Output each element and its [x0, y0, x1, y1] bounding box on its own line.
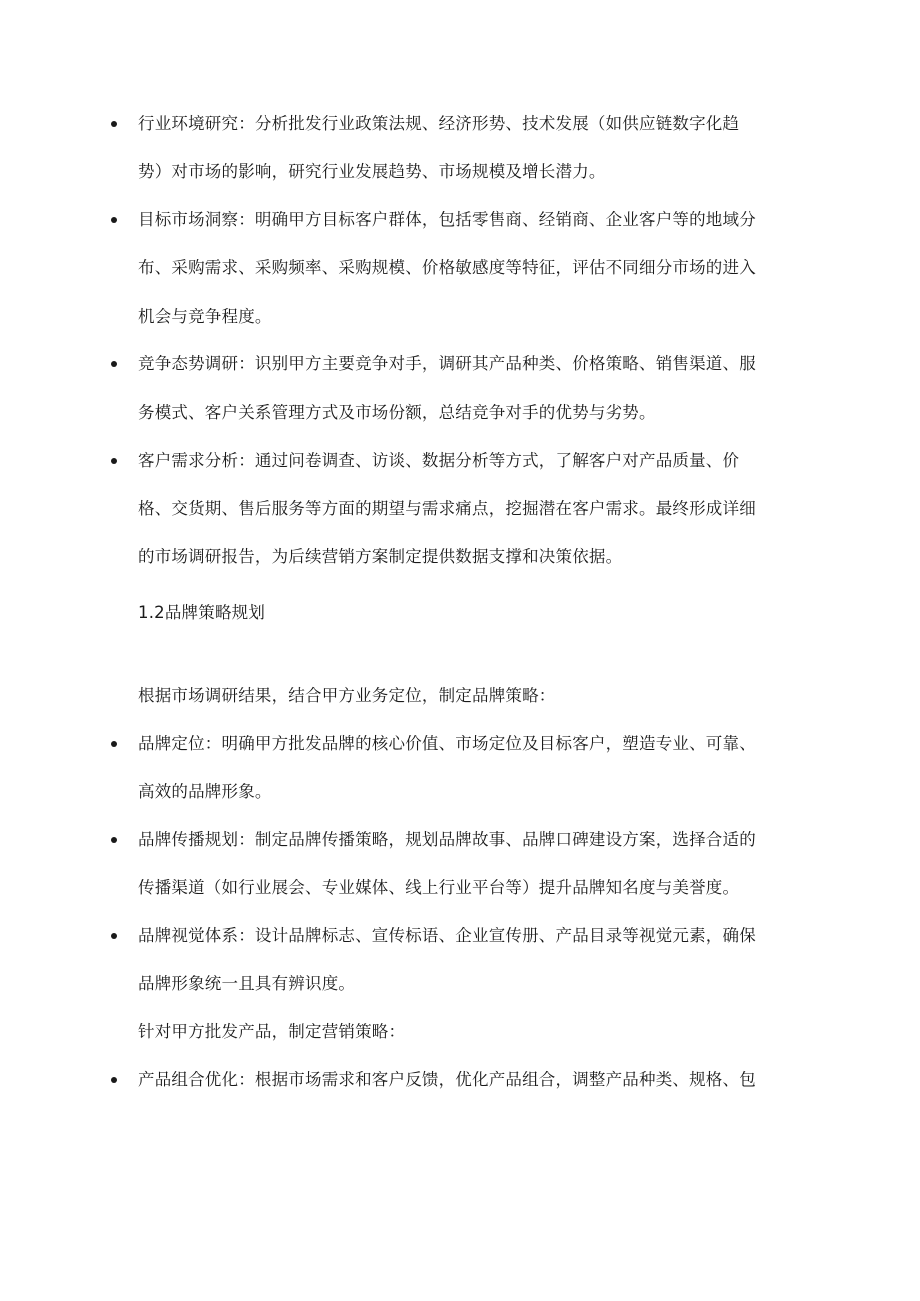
intro-paragraph: 针对甲方批发产品，制定营销策略：	[138, 1022, 406, 1041]
bullet-text-line: 目标市场洞察：明确甲方目标客户群体，包括零售商、经销商、企业客户等的地域分	[138, 210, 756, 229]
bullet-marker	[111, 121, 117, 127]
bullet-text-line: 高效的品牌形象。	[138, 782, 272, 801]
bullet-marker	[111, 741, 117, 747]
bullet-marker	[111, 837, 117, 843]
bullet-text-line: 客户需求分析：通过问卷调查、访谈、数据分析等方式，了解客户对产品质量、价	[138, 451, 740, 470]
bullet-text-line: 竞争态势调研：识别甲方主要竞争对手，调研其产品种类、价格策略、销售渠道、服	[138, 354, 756, 373]
bullet-text-line: 务模式、客户关系管理方式及市场份额，总结竞争对手的优势与劣势。	[138, 403, 656, 422]
bullet-text-line: 格、交货期、售后服务等方面的期望与需求痛点，挖掘潜在客户需求。最终形成详细	[138, 499, 756, 518]
bullet-text-line: 品牌定位：明确甲方批发品牌的核心价值、市场定位及目标客户，塑造专业、可靠、	[138, 734, 756, 753]
bullet-marker	[111, 458, 117, 464]
intro-paragraph: 根据市场调研结果，结合甲方业务定位，制定品牌策略：	[138, 686, 556, 705]
bullet-text-line: 传播渠道（如行业展会、专业媒体、线上行业平台等）提升品牌知名度与美誉度。	[138, 878, 740, 897]
bullet-marker	[111, 1077, 117, 1083]
bullet-text-line: 机会与竞争程度。	[138, 307, 272, 326]
section-heading: 1.2品牌策略规划	[138, 603, 266, 622]
bullet-marker	[111, 933, 117, 939]
bullet-marker	[111, 361, 117, 367]
bullet-text-line: 行业环境研究：分析批发行业政策法规、经济形势、技术发展（如供应链数字化趋	[138, 114, 740, 133]
bullet-text-line: 布、采购需求、采购频率、采购规模、价格敏感度等特征，评估不同细分市场的进入	[138, 258, 756, 277]
bullet-marker	[111, 217, 117, 223]
bullet-text-line: 品牌视觉体系：设计品牌标志、宣传标语、企业宣传册、产品目录等视觉元素，确保	[138, 926, 756, 945]
bullet-text-line: 品牌形象统一且具有辨识度。	[138, 974, 356, 993]
bullet-text-line: 品牌传播规划：制定品牌传播策略，规划品牌故事、品牌口碑建设方案，选择合适的	[138, 830, 756, 849]
bullet-text-line: 的市场调研报告，为后续营销方案制定提供数据支撑和决策依据。	[138, 547, 623, 566]
bullet-text-line: 势）对市场的影响，研究行业发展趋势、市场规模及增长潜力。	[138, 162, 606, 181]
bullet-text-line: 产品组合优化：根据市场需求和客户反馈，优化产品组合，调整产品种类、规格、包	[138, 1070, 756, 1089]
